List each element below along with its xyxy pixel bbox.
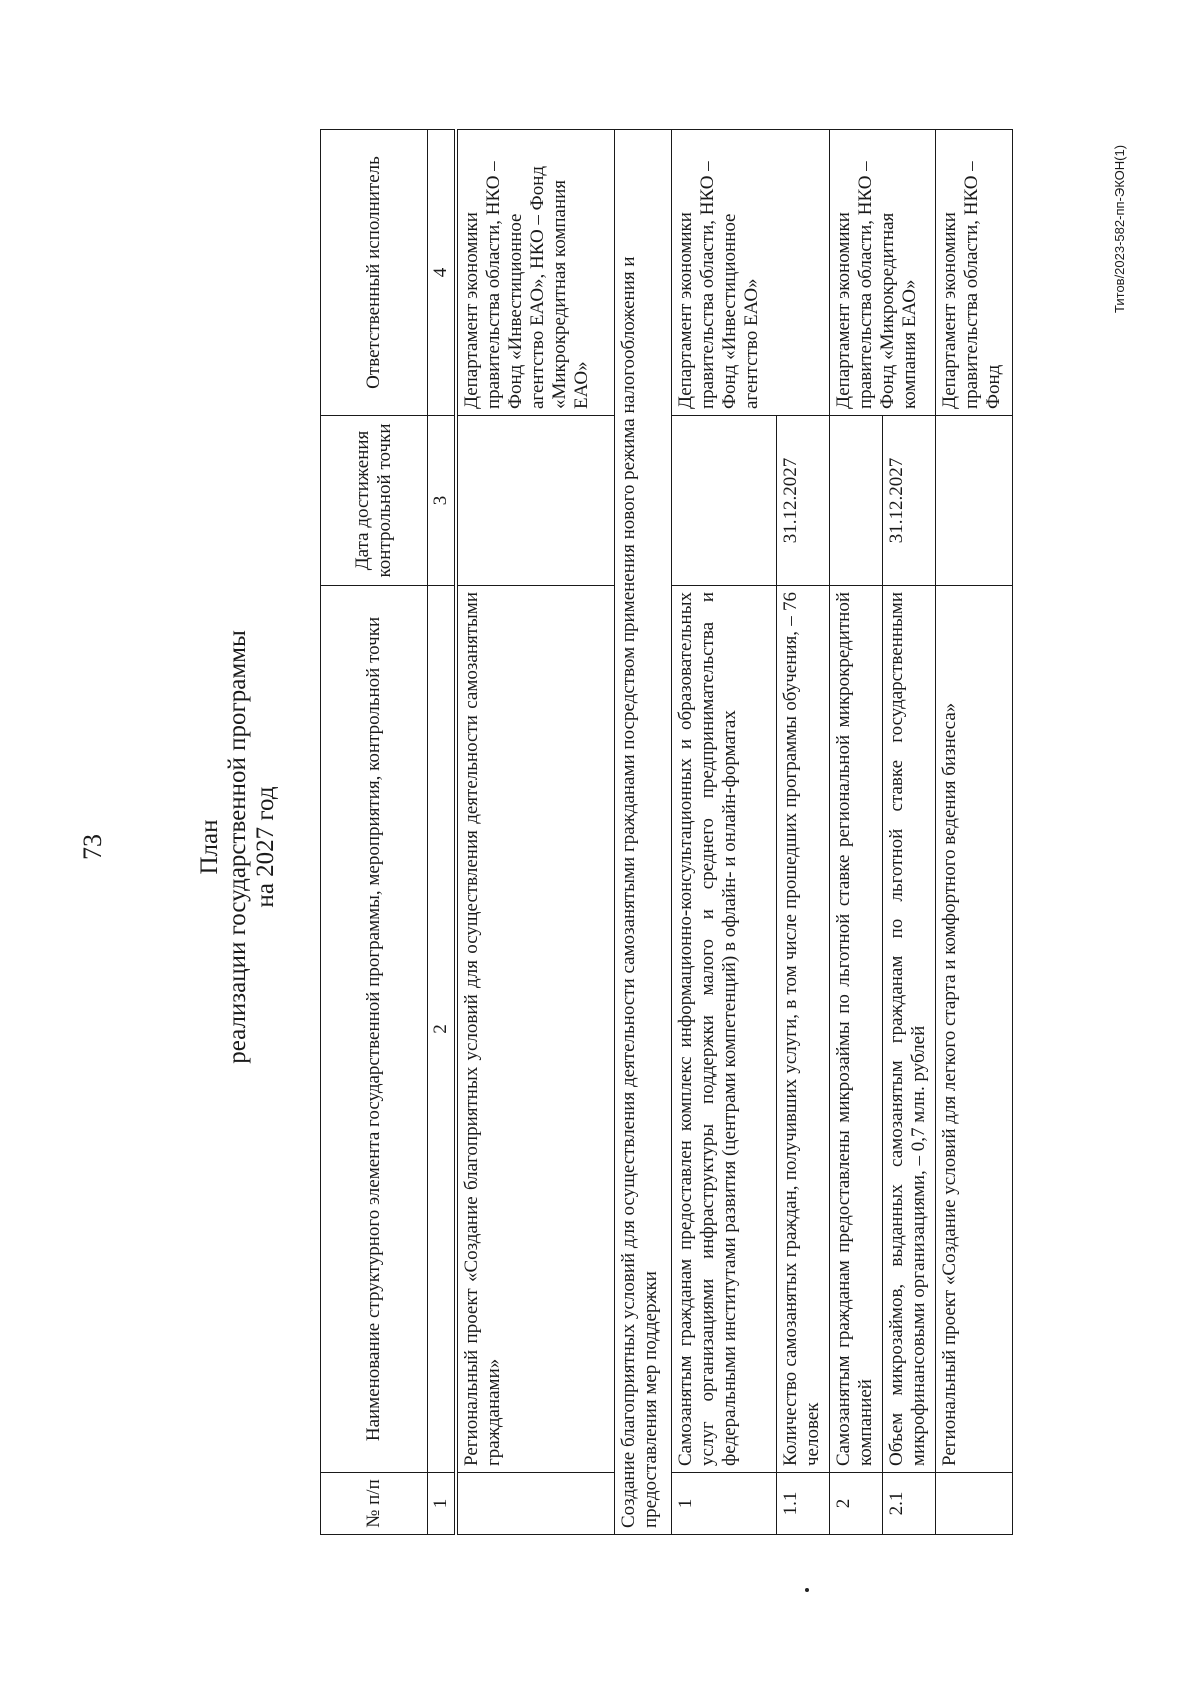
row-num: 1 <box>672 1473 777 1535</box>
row-executor: Департамент экономики правительства области, НКО – Фонд «Микрокредитная компания ЕАО» <box>830 130 936 416</box>
header-name: Наименование структурного элемента государственной программы, мероприятия, контрольной точки <box>321 586 428 1473</box>
column-index: 3 <box>428 416 457 586</box>
row-name: Региональный проект «Создание благоприятных условий для осуществления деятельности самозанятыми гражданами» <box>456 586 615 1473</box>
column-index: 2 <box>428 586 457 1473</box>
table-row <box>830 130 883 1535</box>
page-number: 73 <box>78 834 107 860</box>
table-row <box>615 130 672 1535</box>
title-line-2: реализации государственной программы <box>224 630 251 1064</box>
row-date <box>672 416 777 586</box>
row-executor: Департамент экономики правительства области, НКО – Фонд «Инвестиционное агентство ЕАО», НКО – Фонд «Микрокредитная компания ЕАО» <box>456 130 615 416</box>
header-row <box>321 130 428 1535</box>
row-name: Объем микрозаймов, выданных самозанятым гражданам по льготной ставке государственными микрофинансовыми организациями, – 0,7 млн. рублей <box>883 586 936 1473</box>
row-num: 1.1 <box>777 1473 830 1535</box>
column-index: 1 <box>428 1473 457 1535</box>
row-date: 31.12.2027 <box>883 416 936 586</box>
row-executor: Департамент экономики правительства области, НКО – Фонд «Инвестиционное агентство ЕАО» <box>672 130 830 416</box>
table-row <box>456 130 615 1535</box>
row-num <box>936 1473 1013 1535</box>
title-line-3: на 2027 год <box>252 786 279 908</box>
table-row <box>936 130 1013 1535</box>
row-date <box>456 416 615 586</box>
row-date <box>936 416 1013 586</box>
row-name: Самозанятым гражданам предоставлены микрозаймы по льготной ставке региональной микрокредитной компанией <box>830 586 883 1473</box>
header-num: № п/п <box>321 1473 428 1535</box>
plan-table <box>320 129 1013 1535</box>
header-executor: Ответственный исполнитель <box>321 130 428 416</box>
row-name: Региональный проект «Создание условий для легкого старта и комфортного ведения бизнеса» <box>936 586 1013 1473</box>
title-line-1: План <box>196 819 223 875</box>
row-num: 2.1 <box>883 1473 936 1535</box>
column-index-row <box>428 130 457 1535</box>
column-index: 4 <box>428 130 457 416</box>
header-date: Дата достижения контрольной точки <box>321 416 428 586</box>
table-row <box>672 130 777 1535</box>
row-num <box>456 1473 615 1535</box>
row-date: 31.12.2027 <box>777 416 830 586</box>
stray-mark <box>805 1588 809 1592</box>
row-num: 2 <box>830 1473 883 1535</box>
row-date <box>830 416 883 586</box>
row-executor: Департамент экономики правительства области, НКО – Фонд <box>936 130 1013 416</box>
row-name: Количество самозанятых граждан, получивших услуги, в том числе прошедших программы обучения, – 76 человек <box>777 586 830 1473</box>
row-name: Самозанятым гражданам предоставлен комплекс информационно-консультационных и образовательных услуг организациями инфраструктуры поддержки малого и среднего предпринимательства и федеральными институтами развития (центрами компетенций) в офлайн- и онлайн-форматах <box>672 586 777 1473</box>
document-reference: Титов/2023-582-пп-ЭКОН(1) <box>1112 144 1127 313</box>
section-heading: Создание благоприятных условий для осуществления деятельности самозанятыми гражданами посредством применения нового режима налогообложения и предоставления мер поддержки <box>615 130 672 1535</box>
